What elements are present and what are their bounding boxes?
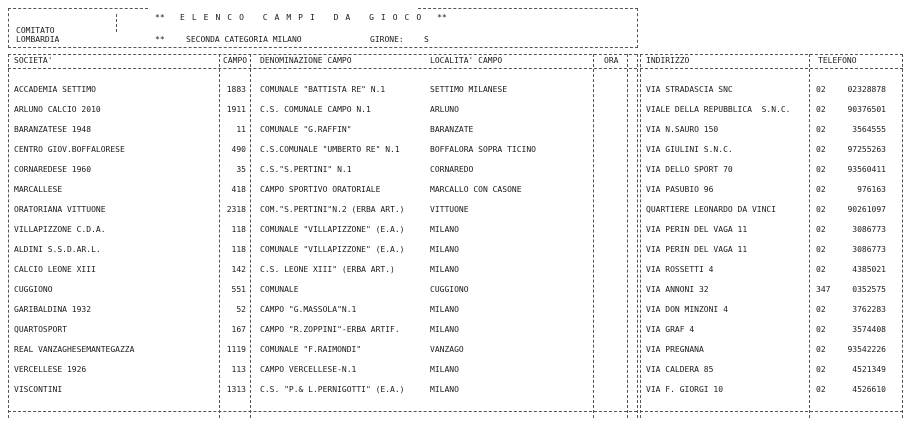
cell-societa: ALDINI S.S.D.AR.L. <box>14 245 101 254</box>
cell-indirizzo: VIA CALDERA 85 <box>646 365 714 374</box>
col-rule-ora <box>627 54 628 418</box>
cell-prefisso: 02 <box>816 365 826 374</box>
table-rule-top-left <box>8 54 637 55</box>
col-rule-address-start <box>640 54 641 418</box>
group-label: GIRONE: <box>370 35 404 44</box>
cell-numero: 93560411 <box>847 165 886 174</box>
cell-localita: BARANZATE <box>430 125 474 134</box>
cell-numero: 90376501 <box>847 105 886 114</box>
table-rule-bottom-left <box>8 411 637 412</box>
cell-numero: 4521349 <box>852 365 886 374</box>
cell-societa: MARCALLESE <box>14 185 63 194</box>
cell-numero: 3086773 <box>852 245 886 254</box>
cell-denominazione: C.S."S.PERTINI" N.1 <box>260 165 352 174</box>
cell-societa: VERCELLESE 1926 <box>14 365 87 374</box>
cell-indirizzo: VIA N.SAURO 150 <box>646 125 719 134</box>
table-rule-header-right <box>640 68 903 69</box>
col-header-localita: LOCALITA' CAMPO <box>430 56 503 65</box>
cell-indirizzo: VIA PASUBIO 96 <box>646 185 714 194</box>
cell-prefisso: 347 <box>816 285 831 294</box>
cell-indirizzo: VIA F. GIORGI 10 <box>646 385 724 394</box>
cell-prefisso: 02 <box>816 325 826 334</box>
table-rule-bottom-right <box>640 411 903 412</box>
cell-societa: QUARTOSPORT <box>14 325 67 334</box>
cell-campo: 142 <box>231 265 246 274</box>
cell-prefisso: 02 <box>816 165 826 174</box>
cell-campo: 1119 <box>226 345 246 354</box>
cell-prefisso: 02 <box>816 245 826 254</box>
cell-prefisso: 02 <box>816 305 826 314</box>
cell-societa: ARLUNO CALCIO 2010 <box>14 105 101 114</box>
col-rule-right <box>902 54 903 418</box>
cell-indirizzo: VIA GIULINI S.N.C. <box>646 145 733 154</box>
cell-societa: VISCONTINI <box>14 385 63 394</box>
cell-campo: 167 <box>231 325 246 334</box>
cell-numero: 3086773 <box>852 225 886 234</box>
cell-societa: CENTRO GIOV.BOFFALORESE <box>14 145 125 154</box>
cell-localita: CUGGIONO <box>430 285 469 294</box>
cell-numero: 0352575 <box>852 285 886 294</box>
cell-prefisso: 02 <box>816 85 826 94</box>
cell-denominazione: COMUNALE "BATTISTA RE" N.1 <box>260 85 386 94</box>
cell-numero: 90261097 <box>847 205 886 214</box>
cell-localita: MILANO <box>430 305 459 314</box>
cell-societa: GARIBALDINA 1932 <box>14 305 92 314</box>
cell-campo: 52 <box>236 305 246 314</box>
cell-localita: MILANO <box>430 385 459 394</box>
cell-campo: 1883 <box>226 85 246 94</box>
cell-localita: VANZAGO <box>430 345 464 354</box>
cell-campo: 1911 <box>226 105 246 114</box>
cell-indirizzo: VIA PREGNANA <box>646 345 704 354</box>
group-value: S <box>424 35 429 44</box>
cell-societa: REAL VANZAGHESEMANTEGAZZA <box>14 345 135 354</box>
col-header-societa: SOCIETA' <box>14 56 53 65</box>
cell-campo: 551 <box>231 285 246 294</box>
cell-denominazione: C.S. LEONE XIII" (ERBA ART.) <box>260 265 395 274</box>
col-header-indirizzo: INDIRIZZO <box>646 56 690 65</box>
cell-campo: 118 <box>231 225 246 234</box>
header-right-border <box>637 8 638 48</box>
org-name-line2: LOMBARDIA <box>16 35 60 44</box>
cell-denominazione: COMUNALE <box>260 285 299 294</box>
col-rule-table-end <box>637 54 638 418</box>
cell-societa: CORNAREDESE 1960 <box>14 165 92 174</box>
col-rule-localita <box>593 54 594 418</box>
cell-indirizzo: QUARTIERE LEONARDO DA VINCI <box>646 205 777 214</box>
cell-campo: 11 <box>236 125 246 134</box>
header-rule-top-right <box>418 8 638 9</box>
subtitle-stars: ** <box>155 35 165 44</box>
cell-denominazione: C.S. COMUNALE CAMPO N.1 <box>260 105 371 114</box>
cell-denominazione: COMUNALE "VILLAPIZZONE" (E.A.) <box>260 245 405 254</box>
cell-prefisso: 02 <box>816 265 826 274</box>
cell-numero: 3564555 <box>852 125 886 134</box>
cell-campo: 2318 <box>226 205 246 214</box>
category-name: SECONDA CATEGORIA MILANO <box>186 35 302 44</box>
cell-localita: MILANO <box>430 245 459 254</box>
col-header-telefono: TELEFONO <box>818 56 857 65</box>
cell-localita: MILANO <box>430 265 459 274</box>
cell-denominazione: CAMPO SPORTIVO ORATORIALE <box>260 185 381 194</box>
header-org-divider <box>116 14 117 32</box>
cell-localita: VITTUONE <box>430 205 469 214</box>
cell-indirizzo: VIA ANNONI 32 <box>646 285 709 294</box>
cell-localita: MILANO <box>430 365 459 374</box>
cell-indirizzo: VIA ROSSETTI 4 <box>646 265 714 274</box>
cell-indirizzo: VIA PERIN DEL VAGA 11 <box>646 225 748 234</box>
cell-denominazione: CAMPO "G.MASSOLA"N.1 <box>260 305 357 314</box>
cell-numero: 4526610 <box>852 385 886 394</box>
cell-campo: 490 <box>231 145 246 154</box>
cell-localita: CORNAREDO <box>430 165 474 174</box>
header-rule-bottom <box>8 47 638 48</box>
cell-indirizzo: VIA STRADASCIA SNC <box>646 85 733 94</box>
cell-denominazione: COMUNALE "G.RAFFIN" <box>260 125 352 134</box>
cell-campo: 1313 <box>226 385 246 394</box>
cell-numero: 3762283 <box>852 305 886 314</box>
cell-campo: 418 <box>231 185 246 194</box>
cell-indirizzo: VIA DELLO SPORT 70 <box>646 165 733 174</box>
cell-societa: CALCIO LEONE XIII <box>14 265 96 274</box>
cell-numero: 02328878 <box>847 85 886 94</box>
cell-societa: ORATORIANA VITTUONE <box>14 205 106 214</box>
cell-numero: 4385021 <box>852 265 886 274</box>
cell-localita: MILANO <box>430 225 459 234</box>
org-name-line1: COMITATO <box>16 26 55 35</box>
cell-prefisso: 02 <box>816 385 826 394</box>
cell-societa: BARANZATESE 1948 <box>14 125 92 134</box>
cell-denominazione: C.S.COMUNALE "UMBERTO RE" N.1 <box>260 145 400 154</box>
cell-localita: MILANO <box>430 325 459 334</box>
cell-denominazione: COMUNALE "VILLAPIZZONE" (E.A.) <box>260 225 405 234</box>
cell-societa: CUGGIONO <box>14 285 53 294</box>
cell-campo: 113 <box>231 365 246 374</box>
cell-denominazione: CAMPO VERCELLESE-N.1 <box>260 365 357 374</box>
cell-prefisso: 02 <box>816 105 826 114</box>
cell-numero: 97255263 <box>847 145 886 154</box>
cell-prefisso: 02 <box>816 125 826 134</box>
cell-indirizzo: VIA DON MINZONI 4 <box>646 305 728 314</box>
col-header-ora: ORA <box>604 56 619 65</box>
cell-indirizzo: VIALE DELLA REPUBBLICA S.N.C. <box>646 105 791 114</box>
col-header-campo: CAMPO <box>223 56 248 65</box>
cell-localita: ARLUNO <box>430 105 459 114</box>
col-rule-campo <box>250 54 251 418</box>
header-left-border <box>8 8 9 48</box>
cell-numero: 976163 <box>857 185 886 194</box>
cell-numero: 3574408 <box>852 325 886 334</box>
table-rule-top-right <box>640 54 903 55</box>
cell-societa: ACCADEMIA SETTIMO <box>14 85 96 94</box>
col-rule-left <box>8 54 9 418</box>
cell-prefisso: 02 <box>816 185 826 194</box>
cell-prefisso: 02 <box>816 345 826 354</box>
title-stars-right: ** <box>437 13 447 22</box>
cell-numero: 93542226 <box>847 345 886 354</box>
cell-localita: BOFFALORA SOPRA TICINO <box>430 145 536 154</box>
table-rule-header-left <box>8 68 637 69</box>
cell-denominazione: CAMPO "R.ZOPPINI"-ERBA ARTIF. <box>260 325 400 334</box>
cell-societa: VILLAPIZZONE C.D.A. <box>14 225 106 234</box>
cell-localita: SETTIMO MILANESE <box>430 85 508 94</box>
page-title: ELENCO CAMPI DA GIOCO <box>180 13 429 22</box>
cell-prefisso: 02 <box>816 225 826 234</box>
cell-denominazione: C.S. "P.& L.PERNIGOTTI" (E.A.) <box>260 385 405 394</box>
cell-prefisso: 02 <box>816 145 826 154</box>
cell-indirizzo: VIA GRAF 4 <box>646 325 695 334</box>
title-stars-left: ** <box>155 13 165 22</box>
cell-denominazione: COMUNALE "F.RAIMONDI" <box>260 345 362 354</box>
col-header-denominazione: DENOMINAZIONE CAMPO <box>260 56 352 65</box>
header-rule-top-left <box>8 8 148 9</box>
cell-campo: 118 <box>231 245 246 254</box>
cell-localita: MARCALLO CON CASONE <box>430 185 522 194</box>
cell-campo: 35 <box>236 165 246 174</box>
cell-prefisso: 02 <box>816 205 826 214</box>
cell-denominazione: COM."S.PERTINI"N.2 (ERBA ART.) <box>260 205 405 214</box>
cell-indirizzo: VIA PERIN DEL VAGA 11 <box>646 245 748 254</box>
col-rule-indirizzo <box>809 54 810 418</box>
